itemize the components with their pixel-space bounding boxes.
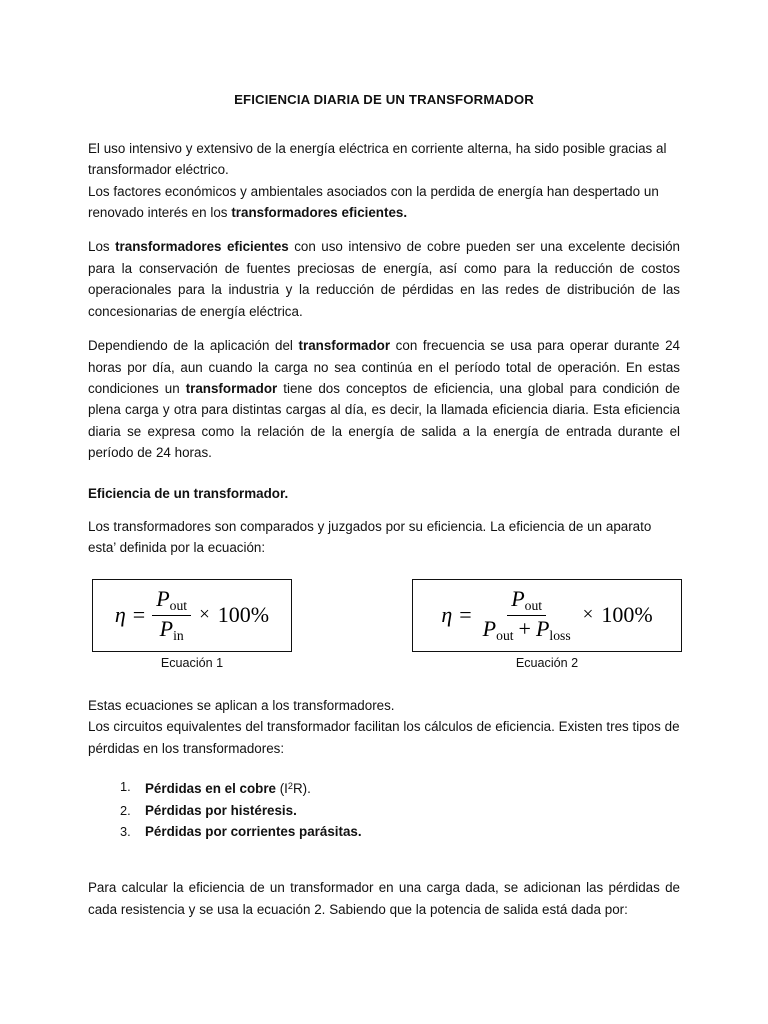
- equation-1-numerator-subscript: out: [169, 598, 188, 614]
- spacer-after-title: [88, 108, 680, 138]
- equation-1-numerator-symbol: P: [156, 586, 170, 612]
- equation-2-block: [412, 579, 682, 672]
- equation-2-denominator-plus: +: [518, 615, 531, 641]
- paragraph-aplicacion-ecuaciones: [88, 695, 680, 759]
- list-item-label: Pérdidas en el cobre: [145, 780, 276, 796]
- spacer-6: [88, 759, 680, 776]
- equation-1-fraction: [152, 588, 191, 642]
- paragraph-calculo-final: Para calcular la eficiencia de un transformador en una carga dada, se adicionan las pérdidas de cada resistencia y se usa la ecuación 2. Sabiendo que la potencia de salida está dada por:: [88, 880, 680, 917]
- paragraph-aplicacion-part-2: con frecuencia se usa para operar durante 24 horas por día, aun cuando la carga no sea continúa en el período total de operación. En estas condiciones un: [88, 338, 680, 396]
- equation-1-eta: η: [114, 602, 126, 628]
- list-item: [88, 821, 680, 843]
- equation-1-denominator: [156, 616, 188, 642]
- equation-2-formula: [441, 588, 652, 642]
- equation-2-denominator: [479, 616, 575, 642]
- list-item-label: Pérdidas por corrientes parásitas.: [145, 824, 362, 840]
- equation-2-numerator-symbol: P: [511, 586, 525, 612]
- equation-2-denominator-symbol-1: P: [482, 615, 497, 641]
- term-transformadores-eficientes-2: transformadores eficientes: [115, 239, 289, 255]
- paragraph-aplicacion-ecuaciones-line-2: Los circuitos equivalentes del transformador facilitan los cálculos de eficiencia. Existen tres tipos de pérdidas en los transformadores:: [88, 719, 680, 756]
- term-transformadores-eficientes-1: transformadores eficientes.: [231, 205, 408, 221]
- equation-2-caption: Ecuación 2: [515, 655, 579, 670]
- equation-1-percent: 100%: [217, 602, 270, 628]
- paragraph-eficientes-part-1: Los: [88, 239, 116, 255]
- list-item-suffix: R).: [292, 780, 311, 796]
- list-item-number: 3.: [120, 824, 131, 840]
- list-item-number: 2.: [120, 802, 131, 818]
- spacer-7: [88, 843, 680, 877]
- paragraph-aplicacion-ecuaciones-line-1: Estas ecuaciones se aplican a los transformadores.: [88, 697, 395, 713]
- list-item-label: Pérdidas por histéresis.: [145, 802, 297, 818]
- paragraph-eficientes-part-2: con uso intensivo de cobre pueden ser una excelente decisión para la conservación de fuentes preciosas de energía, así como para la reducción de costos operacionales para la industria y la reducción de pérdidas en las redes de distribución de las concesionarias de energía eléctrica.: [88, 239, 681, 319]
- paragraph-intro-sentence-1: El uso intensivo y extensivo de la energía eléctrica en corriente alterna, ha sido posible gracias al transformador eléctrico.: [88, 140, 667, 178]
- document-body: [88, 0, 680, 920]
- spacer-4: [88, 504, 680, 516]
- list-item: [88, 776, 680, 800]
- paragraph-aplicacion-part-1: Dependiendo de la aplicación del: [88, 338, 299, 354]
- equation-2-eta: η: [441, 602, 453, 628]
- equation-2-denominator-subscript-1: out: [496, 627, 514, 643]
- spacer-5: [88, 683, 680, 695]
- equation-2-times: ×: [582, 604, 594, 626]
- equation-1-formula: [115, 588, 269, 642]
- equation-2-numerator-subscript: out: [524, 598, 543, 614]
- equation-2-percent: 100%: [601, 602, 653, 628]
- equation-1-equals: =: [132, 602, 146, 628]
- equations-row: [88, 579, 680, 683]
- list-item-superscript: 2: [287, 780, 293, 791]
- list-item-suffix-prefix: (I: [275, 780, 288, 796]
- equation-2-denominator-subscript-2: loss: [549, 627, 571, 643]
- equation-2-equals: =: [459, 602, 472, 628]
- equation-1-times: ×: [199, 604, 210, 626]
- spacer-2: [88, 322, 680, 335]
- term-transformador-2: transformador: [185, 380, 278, 396]
- spacer-3: [88, 464, 680, 483]
- equation-2-box: [412, 579, 682, 652]
- paragraph-definicion: Los transformadores son comparados y juzgados por su eficiencia. La eficiencia de un aparato esta’ definida por la ecuación:: [88, 518, 652, 556]
- equation-2-fraction: [479, 588, 575, 642]
- list-item: [88, 800, 680, 822]
- equation-1-caption: Ecuación 1: [160, 655, 224, 670]
- equation-1-block: [92, 579, 292, 672]
- page-title: EFICIENCIA DIARIA DE UN TRANSFORMADOR: [234, 92, 534, 107]
- equation-2-numerator: [507, 588, 546, 615]
- spacer-1: [88, 223, 680, 236]
- equation-1-denominator-subscript: in: [173, 627, 184, 643]
- paragraph-eficientes: [88, 236, 680, 322]
- equation-1-numerator: [152, 588, 191, 615]
- paragraph-intro-sentence-2: Los factores económicos y ambientales asociados con la perdida de energía han despertado un renovado interés en los: [88, 183, 659, 221]
- term-transformador-1: transformador: [298, 338, 391, 354]
- loss-types-list: [88, 776, 680, 843]
- paragraph-intro: [88, 138, 680, 224]
- paragraph-aplicacion-part-3: tiene dos conceptos de eficiencia, una global para condición de plena carga y otra para distintas cargas al día, es decir, la llamada eficiencia diaria. Esta eficiencia diaria se expresa como la relación de la energía de salida a la energía de entrada durante el período de 24 horas.: [88, 380, 680, 461]
- list-item-number: 1.: [120, 778, 131, 794]
- equation-2-denominator-symbol-2: P: [535, 615, 550, 641]
- section-heading-eficiencia: Eficiencia de un transformador.: [88, 485, 289, 501]
- paragraph-aplicacion: [88, 335, 680, 463]
- equation-1-denominator-symbol: P: [159, 615, 174, 641]
- equation-1-box: [92, 579, 292, 652]
